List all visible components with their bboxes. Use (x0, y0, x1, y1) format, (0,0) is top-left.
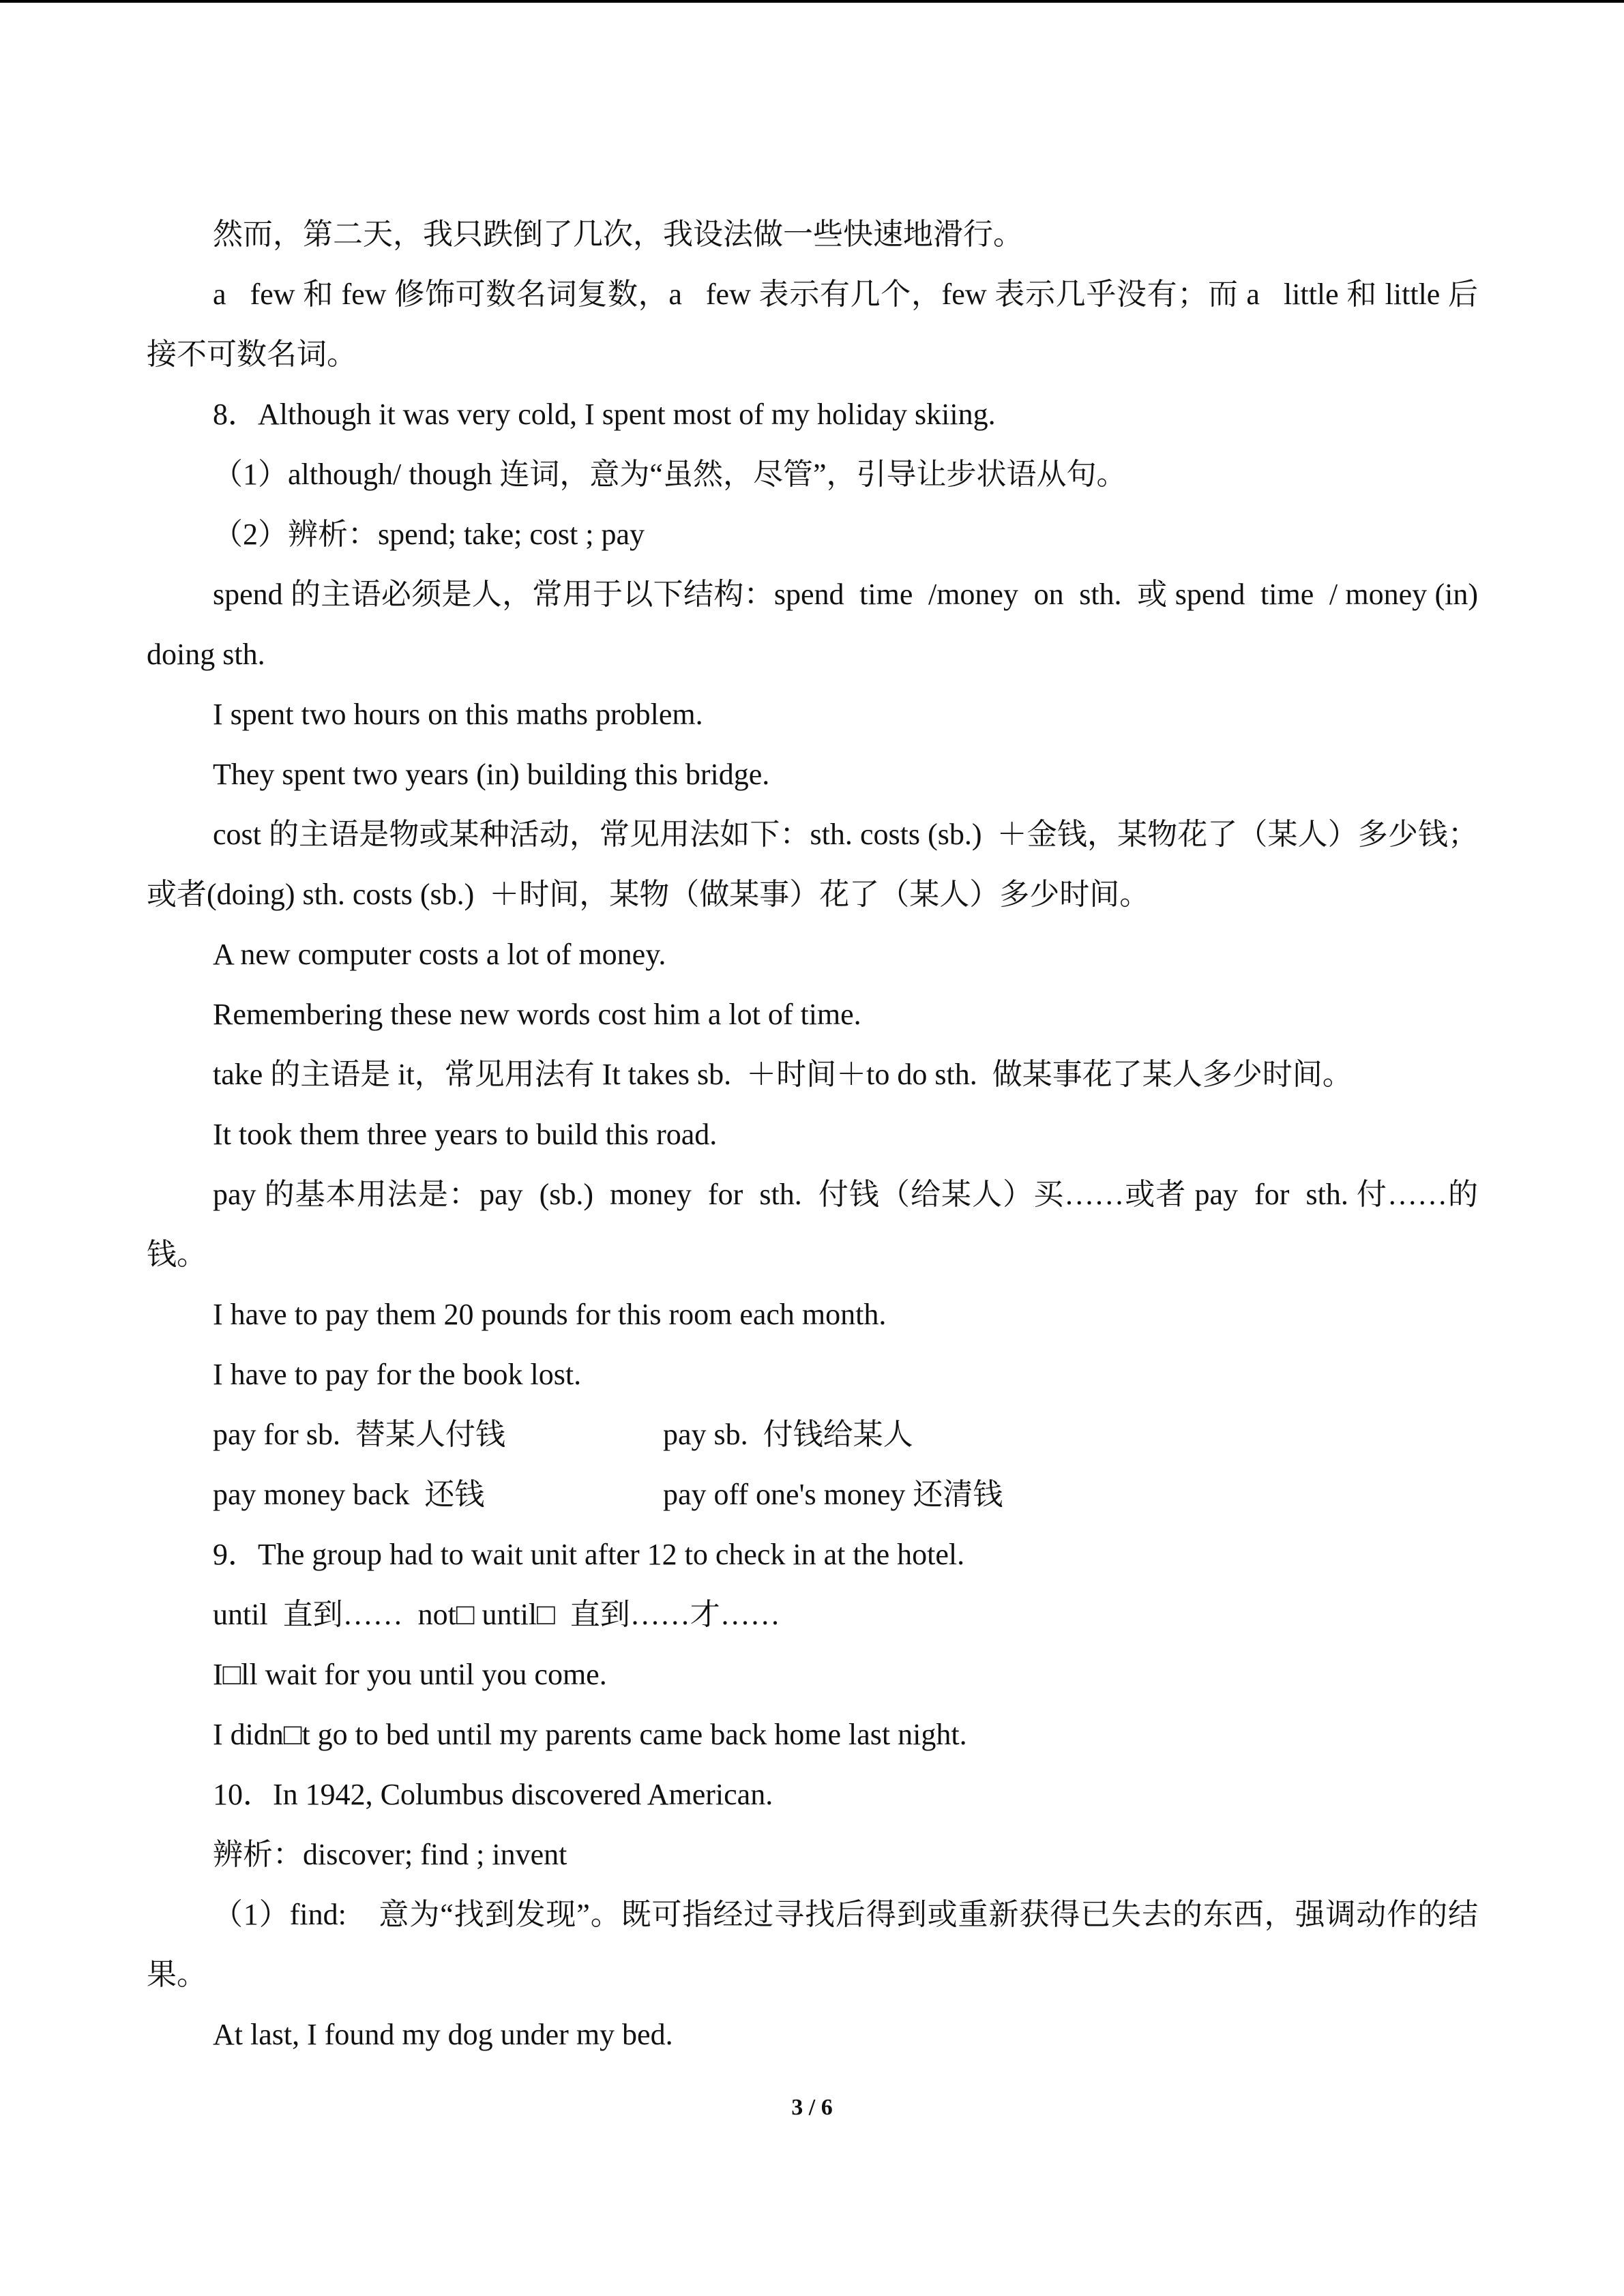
phrase-left: pay money back 还钱 (213, 1478, 485, 1511)
paragraph: （1）find: 意为“找到发现”。既可指经过寻找后得到或重新获得已失去的东西，强调动作的结果。 (147, 1898, 1478, 1991)
paragraph: 9．The group had to wait unit after 12 to check in at the hotel. (213, 1538, 965, 1571)
phrase-left: pay for sb. 替某人付钱 (213, 1418, 505, 1451)
page-number: 3 / 6 (791, 2095, 833, 2120)
paragraph: 辨析：discover; find ; invent (213, 1838, 567, 1871)
paragraph: a few 和 few 修饰可数名词复数，a few 表示有几个，few 表示几乎没有；而 a little 和 little 后接不可数名词。 (147, 278, 1478, 371)
paragraph: spend 的主语必须是人，常用于以下结构：spend time /money on sth. 或 spend time / money (in) doing sth. (147, 578, 1486, 671)
paragraph: until 直到…… not□ until□ 直到……才…… (213, 1598, 780, 1631)
document-body (147, 205, 1486, 2065)
paragraph: 然而，第二天，我只跌倒了几次，我设法做一些快速地滑行。 (213, 218, 1023, 251)
phrase-pair-row (147, 1405, 1478, 1465)
paragraph: 8．Although it was very cold, I spent most of my holiday skiing. (213, 398, 996, 431)
paragraph: A new computer costs a lot of money. (213, 938, 666, 971)
paragraph: take 的主语是 it，常见用法有 It takes sb. ＋时间＋to do sth. 做某事花了某人多少时间。 (213, 1058, 1353, 1091)
paragraph: cost 的主语是物或某种活动，常见用法如下：sth. costs (sb.) ＋金钱，某物花了（某人）多少钱；或者(doing) sth. costs (sb.) ＋时间，某物（做某事）花了（某人）多少时间。 (147, 818, 1478, 911)
paragraph: They spent two years (in) building this bridge. (213, 758, 770, 791)
paragraph: I have to pay them 20 pounds for this room each month. (213, 1298, 887, 1331)
paragraph: Remembering these new words cost him a lot of time. (213, 998, 861, 1031)
paragraph: 10．In 1942, Columbus discovered American. (213, 1778, 773, 1811)
paragraph: I have to pay for the book lost. (213, 1358, 582, 1391)
phrase-right: pay sb. 付钱给某人 (663, 1418, 913, 1451)
paragraph: pay 的基本用法是：pay (sb.) money for sth. 付钱（给某人）买……或者 pay for sth. 付……的钱。 (147, 1178, 1478, 1271)
paragraph: It took them three years to build this road. (213, 1118, 718, 1151)
paragraph: （2）辨析：spend; take; cost ; pay (213, 518, 645, 551)
paragraph: I spent two hours on this maths problem. (213, 698, 703, 731)
paragraph: At last, I found my dog under my bed. (213, 2018, 673, 2051)
paragraph: I didn□t go to bed until my parents came back home last night. (213, 1718, 967, 1751)
paragraph: （1）although/ though 连词，意为“虽然，尽管”，引导让步状语从句。 (213, 458, 1127, 491)
phrase-right: pay off one's money 还清钱 (663, 1478, 1003, 1511)
paragraph: I□ll wait for you until you come. (213, 1658, 607, 1691)
top-border-rule (0, 0, 1624, 3)
phrase-pair-row (147, 1465, 1478, 1525)
